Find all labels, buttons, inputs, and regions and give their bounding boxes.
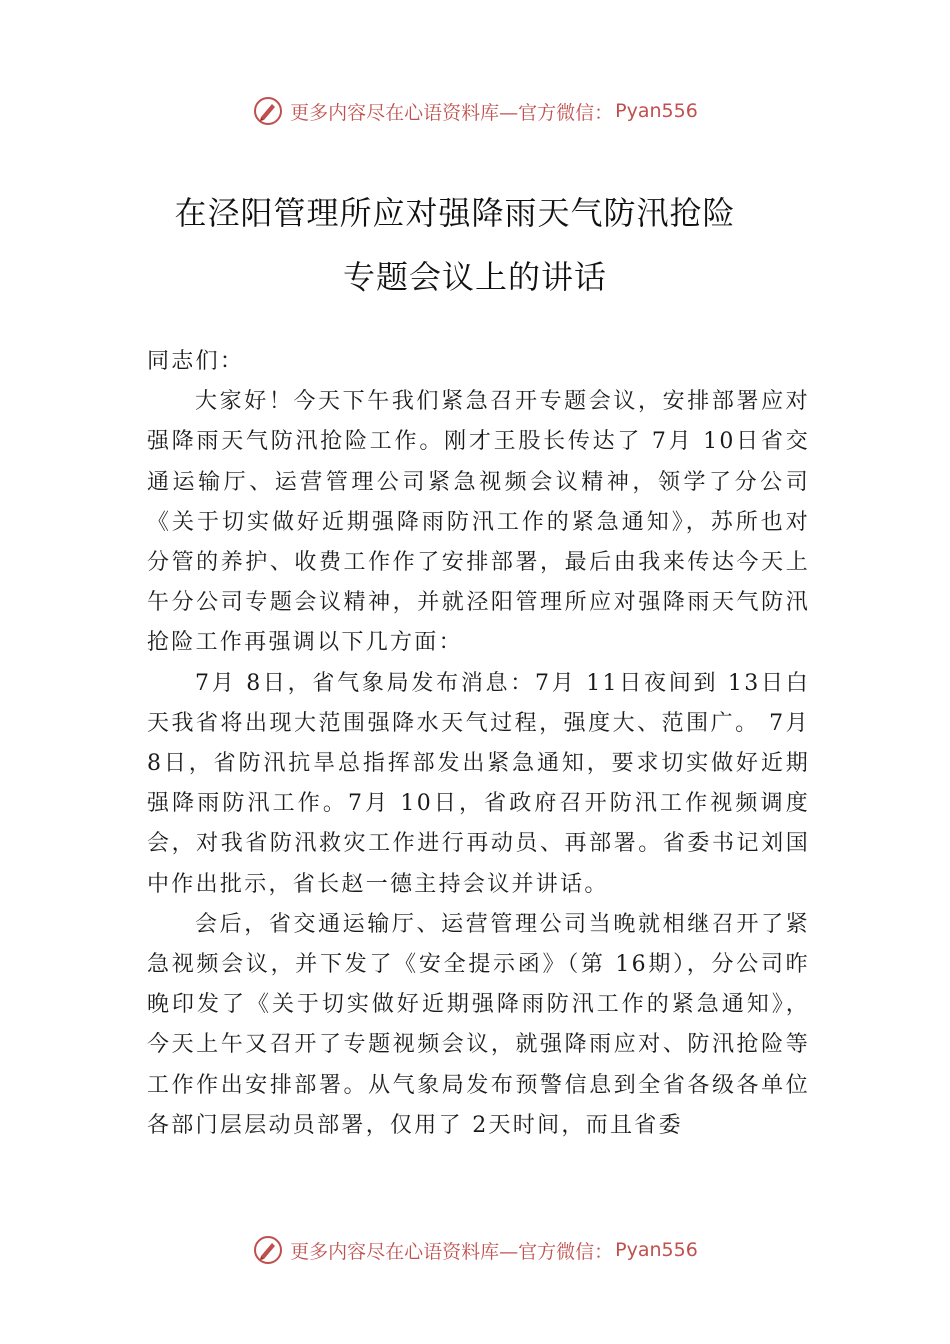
salutation: 同志们：	[147, 349, 245, 374]
watermark-header	[0, 95, 950, 127]
pen-logo-icon	[252, 1234, 284, 1266]
watermark-wechat-id: Pyan556	[615, 1239, 698, 1261]
watermark-wechat-id: Pyan556	[615, 100, 698, 122]
watermark-footer	[0, 1234, 950, 1266]
watermark-text: 更多内容尽在心语资料库—官方微信：	[290, 1240, 614, 1263]
document-body	[147, 342, 810, 1146]
document-title-line-1: 在泾阳管理所应对强降雨天气防汛抢险	[174, 194, 736, 232]
paragraph-1: 大家好！今天下午我们紧急召开专题会议，安排部署应对强降雨天气防汛抢险工作。刚才王股长传达了 7月 10日省交通运输厅、运营管理公司紧急视频会议精神，领学了分公司《关于切实做好近期强降雨防汛工作的紧急通知》，苏所也对分管的养护、收费工作作了安排部署，最后由我来传达今天上午分公司专题会议精神，并就泾阳管理所应对强降雨天气防汛抢险工作再强调以下几方面：	[147, 389, 810, 656]
paragraph-3: 会后，省交通运输厅、运营管理公司当晚就相继召开了紧急视频会议，并下发了《安全提示函》（第 16期），分公司昨晚印发了《关于切实做好近期强降雨防汛工作的紧急通知》，今天上午又召开了专题视频会议，就强降雨应对、防汛抢险等工作作出安排部署。从气象局发布预警信息到全省各级各单位各部门层层动员部署，仅用了 2天时间，而且省委	[147, 911, 810, 1138]
watermark-text: 更多内容尽在心语资料库—官方微信：	[290, 101, 614, 124]
paragraph-2: 7月 8日，省气象局发布消息：7月 11日夜间到 13日白天我省将出现大范围强降水天气过程，强度大、范围广。 7月 8日，省防汛抗旱总指挥部发出紧急通知，要求切实做好近期强降雨防汛工作。7月 10日，省政府召开防汛工作视频调度会，对我省防汛救灾工作进行再动员、再部署。省委书记刘国中作出批示，省长赵一德主持会议并讲话。	[147, 670, 810, 897]
document-title-line-2: 专题会议上的讲话	[342, 258, 607, 296]
pen-logo-icon	[252, 95, 284, 127]
